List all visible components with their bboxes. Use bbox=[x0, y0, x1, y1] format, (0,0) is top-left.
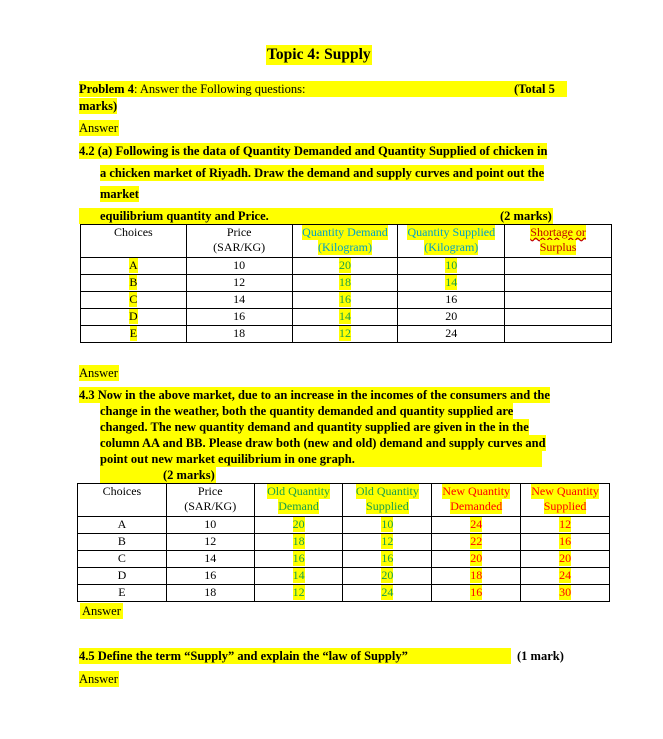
cell-new-qs: 20 bbox=[521, 551, 610, 568]
header-price: Price (SAR/KG) bbox=[186, 225, 292, 258]
cell-new-qd: 18 bbox=[432, 568, 521, 585]
cell-qd: 18 bbox=[292, 275, 398, 292]
cell-price: 16 bbox=[166, 568, 254, 585]
header-old-quantity-demand: Old Quantity Demand bbox=[254, 484, 343, 517]
q43-line1: 4.3 Now in the above market, due to an increase in the incomes of the consumers and the bbox=[79, 388, 550, 402]
cell-qs: 24 bbox=[398, 326, 505, 343]
answer-label-1: Answer bbox=[79, 121, 118, 135]
cell-choice: C bbox=[78, 551, 167, 568]
cell-new-qd: 16 bbox=[432, 585, 521, 602]
cell-old-qs: 20 bbox=[343, 568, 432, 585]
table-quantity-data bbox=[80, 224, 612, 343]
cell-choice: E bbox=[78, 585, 167, 602]
q42-line4: equilibrium quantity and Price. bbox=[79, 208, 553, 224]
cell-old-qd: 12 bbox=[254, 585, 343, 602]
cell-new-qd: 22 bbox=[432, 534, 521, 551]
cell-qd: 14 bbox=[292, 309, 398, 326]
cell-new-qs: 24 bbox=[521, 568, 610, 585]
table-header-row bbox=[81, 225, 612, 258]
cell-qd: 20 bbox=[292, 258, 398, 275]
q43-marks: (2 marks) bbox=[100, 467, 216, 483]
cell-qd: 12 bbox=[292, 326, 398, 343]
cell-shortage bbox=[505, 275, 612, 292]
table-row bbox=[81, 275, 612, 292]
q45-text: 4.5 Define the term “Supply” and explain the “law of Supply” bbox=[79, 648, 511, 664]
table-row bbox=[78, 551, 610, 568]
answer-label-2: Answer bbox=[79, 366, 118, 380]
cell-old-qs: 12 bbox=[343, 534, 432, 551]
header-price: Price (SAR/KG) bbox=[166, 484, 254, 517]
cell-old-qd: 18 bbox=[254, 534, 343, 551]
header-new-quantity-demanded: New Quantity Demanded bbox=[432, 484, 521, 517]
header-quantity-supplied: Quantity Supplied (Kilogram) bbox=[398, 225, 505, 258]
problem-total-marks: marks) bbox=[79, 99, 118, 113]
cell-choice: C bbox=[81, 292, 187, 309]
cell-shortage bbox=[505, 292, 612, 309]
cell-choice: B bbox=[78, 534, 167, 551]
cell-choice: D bbox=[78, 568, 167, 585]
header-quantity-demand: Quantity Demand (Kilogram) bbox=[292, 225, 398, 258]
cell-price: 14 bbox=[186, 292, 292, 309]
table-header-row bbox=[78, 484, 610, 517]
header-shortage-surplus: Shortage or Surplus bbox=[505, 225, 612, 258]
cell-shortage bbox=[505, 309, 612, 326]
cell-price: 10 bbox=[166, 517, 254, 534]
page-title: Topic 4: Supply bbox=[267, 46, 371, 63]
header-old-quantity-supplied: Old Quantity Supplied bbox=[343, 484, 432, 517]
table-row bbox=[81, 326, 612, 343]
q43-line3: changed. The new quantity demand and quantity supplied are given in the in the bbox=[100, 420, 529, 434]
cell-price: 18 bbox=[186, 326, 292, 343]
problem-heading bbox=[79, 81, 567, 97]
cell-choice: E bbox=[81, 326, 187, 343]
q43-line4: column AA and BB. Please draw both (new and old) demand and supply curves and bbox=[100, 436, 546, 450]
cell-qs: 20 bbox=[398, 309, 505, 326]
problem-total: (Total 5 bbox=[514, 82, 555, 96]
cell-old-qd: 20 bbox=[254, 517, 343, 534]
cell-new-qs: 30 bbox=[521, 585, 610, 602]
table-row bbox=[81, 309, 612, 326]
table-row bbox=[78, 534, 610, 551]
cell-choice: D bbox=[81, 309, 187, 326]
cell-qs: 10 bbox=[398, 258, 505, 275]
answer-label-3: Answer bbox=[82, 604, 121, 618]
cell-new-qd: 24 bbox=[432, 517, 521, 534]
cell-qs: 14 bbox=[398, 275, 505, 292]
q42-line3: market bbox=[100, 187, 139, 201]
problem-text: : Answer the Following questions: bbox=[133, 82, 306, 96]
problem-label: Problem 4 bbox=[79, 82, 134, 96]
table-old-new-quantity bbox=[77, 483, 610, 602]
cell-price: 12 bbox=[166, 534, 254, 551]
table-row bbox=[78, 585, 610, 602]
answer-label-4: Answer bbox=[79, 672, 118, 686]
header-choices: Choices bbox=[81, 225, 187, 258]
cell-old-qs: 16 bbox=[343, 551, 432, 568]
cell-new-qd: 20 bbox=[432, 551, 521, 568]
cell-price: 12 bbox=[186, 275, 292, 292]
q42-marks: (2 marks) bbox=[500, 209, 552, 223]
table-row bbox=[78, 568, 610, 585]
table-row bbox=[81, 258, 612, 275]
cell-choice: B bbox=[81, 275, 187, 292]
cell-price: 14 bbox=[166, 551, 254, 568]
cell-old-qd: 14 bbox=[254, 568, 343, 585]
cell-new-qs: 12 bbox=[521, 517, 610, 534]
header-choices: Choices bbox=[78, 484, 167, 517]
cell-price: 18 bbox=[166, 585, 254, 602]
cell-old-qd: 16 bbox=[254, 551, 343, 568]
cell-qd: 16 bbox=[292, 292, 398, 309]
cell-choice: A bbox=[81, 258, 187, 275]
cell-shortage bbox=[505, 326, 612, 343]
cell-price: 16 bbox=[186, 309, 292, 326]
cell-choice: A bbox=[78, 517, 167, 534]
q42-line2: a chicken market of Riyadh. Draw the demand and supply curves and point out the bbox=[100, 166, 545, 180]
table-row bbox=[81, 292, 612, 309]
cell-new-qs: 16 bbox=[521, 534, 610, 551]
cell-price: 10 bbox=[186, 258, 292, 275]
header-new-quantity-supplied: New Quantity Supplied bbox=[521, 484, 610, 517]
cell-old-qs: 24 bbox=[343, 585, 432, 602]
q42-line1: 4.2 (a) Following is the data of Quantity Demanded and Quantity Supplied of chicken in bbox=[79, 144, 548, 158]
cell-qs: 16 bbox=[398, 292, 505, 309]
q43-line2: change in the weather, both the quantity demanded and quantity supplied are bbox=[100, 404, 514, 418]
q45-marks: (1 mark) bbox=[517, 649, 564, 663]
cell-shortage bbox=[505, 258, 612, 275]
q43-line5: point out new market equilibrium in one graph. bbox=[100, 451, 542, 467]
table-row bbox=[78, 517, 610, 534]
cell-old-qs: 10 bbox=[343, 517, 432, 534]
